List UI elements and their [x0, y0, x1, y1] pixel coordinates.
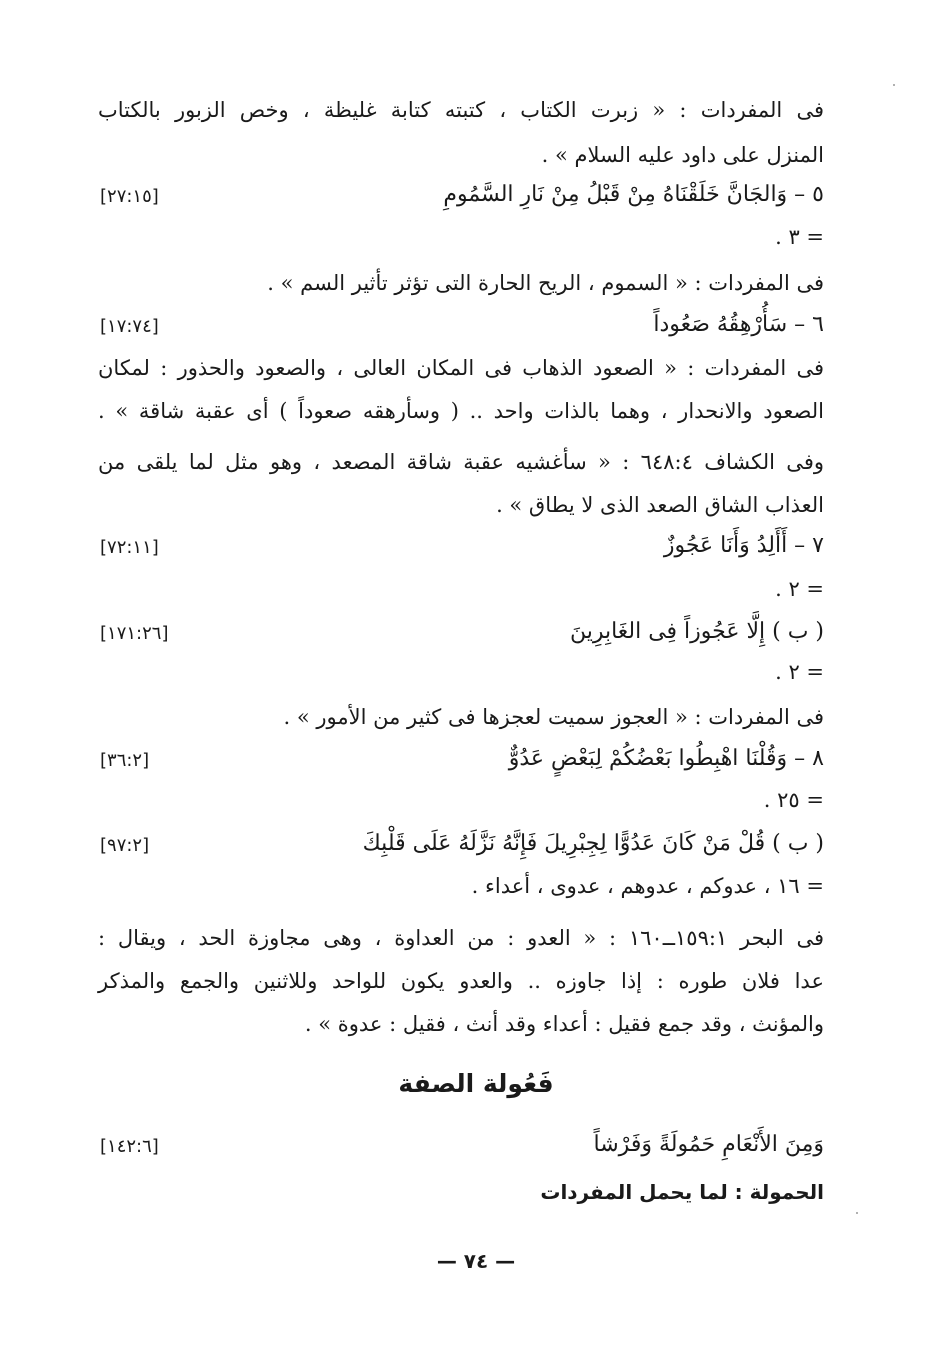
verse-8-reference: [٣٦:٢]	[100, 750, 150, 771]
kashshaf-line-2: العذاب الشاق الصعد الذى لا يطاق » .	[496, 493, 824, 517]
section-heading: فَعُولة الصفة	[398, 1069, 554, 1098]
verse-6-reference: [١٧:٧٤]	[100, 316, 159, 337]
verse-8: ٨ – وَقُلْنَا اهْبِطُوا بَعْضُكُمْ لِبَعْضٍ عَدُوٌّ	[508, 746, 824, 771]
verse-7b: ( ب ) إِلَّا عَجُوزاً فِى الغَابِرِينَ	[569, 619, 824, 644]
verse-8b: ( ب ) قُلْ مَنْ كَانَ عَدُوًّا لِجِبْرِيلَ فَإِنَّهُ نَزَّلَهُ عَلَى قَلْبِكَ	[362, 831, 824, 856]
kashshaf-line-1: وفى الكشاف ٦٤٨:٤ : « سأغشيه عقبة شاقة المصعد ، وهو مثل لما يلقى من	[98, 450, 824, 474]
mufradat-samum: فى المفردات : « السموم ، الريح الحارة التى تؤثر تأثير السم » .	[267, 271, 824, 295]
verse-7: ٧ – أَأَلِدُ وَأَنَا عَجُوزٌ	[663, 533, 824, 558]
mufradat-ajuz: فى المفردات : « العجوز سميت لعجزها فى كثير من الأمور » .	[283, 705, 824, 729]
verse-hamula-reference: [١٤٢:٦]	[100, 1136, 159, 1157]
mufradat-suud-line-1: فى المفردات : « الصعود الذهاب فى المكان العالى ، والصعود والحذور : لمكان	[98, 356, 824, 380]
verse-6: ٦ – سَأُرْهِقُهُ صَعُوداً	[653, 312, 824, 337]
verse-8b-reference: [٩٧:٢]	[100, 835, 150, 856]
verse-hamula: وَمِنَ الأَنْعَامِ حَمُولَةً وَفَرْشاً	[593, 1132, 824, 1157]
mufradat-zabur-line-2: المنزل على داود عليه السلام » .	[541, 143, 824, 167]
bahr-line-3: والمؤنث ، وقد جمع فقيل : أعداء وقد أنث ، فقيل : عدوة » .	[304, 1012, 824, 1036]
verse-5-count: = ٣ .	[775, 225, 824, 249]
verse-8-count: = ٢٥ .	[763, 788, 824, 812]
scan-speck	[856, 1212, 858, 1214]
scan-speck	[893, 84, 895, 86]
verse-7b-reference: [١٧١:٢٦]	[100, 623, 169, 644]
mufradat-suud-line-2: الصعود والانحدار ، وهما بالذات واحد .. ( وسأرهقه صعوداً ) أى عقبة شاقة » .	[98, 399, 824, 423]
page-number: — ٧٤ —	[436, 1249, 516, 1273]
bahr-line-2: عدا فلان طوره : إذا جاوزه .. والعدو يكون للواحد وللاثنين والجمع والمذكر	[98, 969, 824, 993]
verse-5: ٥ – وَالجَانَّ خَلَقْنَاهُ مِنْ قَبْلُ مِنْ نَارِ السَّمُومِ	[443, 182, 824, 207]
verse-8b-count: = ١٦ ، عدوكم ، عدوهم ، عدوى ، أعداء .	[471, 874, 824, 898]
verse-7b-count: = ٢ .	[775, 660, 824, 684]
verse-5-reference: [٢٧:١٥]	[100, 186, 159, 207]
mufradat-zabur-line-1: فى المفردات : « زبرت الكتاب ، كتبته كتابة غليظة ، وخص الزبور بالكتاب	[98, 98, 824, 122]
verse-7-reference: [٧٢:١١]	[100, 537, 159, 558]
bahr-line-1: فى البحر ١٥٩:١ــ١٦٠ : « العدو : من العداوة ، وهى مجاوزة الحد ، ويقال :	[98, 926, 824, 950]
verse-7-count: = ٢ .	[775, 577, 824, 601]
hamula-definition: الحمولة : لما يحمل المفردات	[540, 1180, 824, 1204]
